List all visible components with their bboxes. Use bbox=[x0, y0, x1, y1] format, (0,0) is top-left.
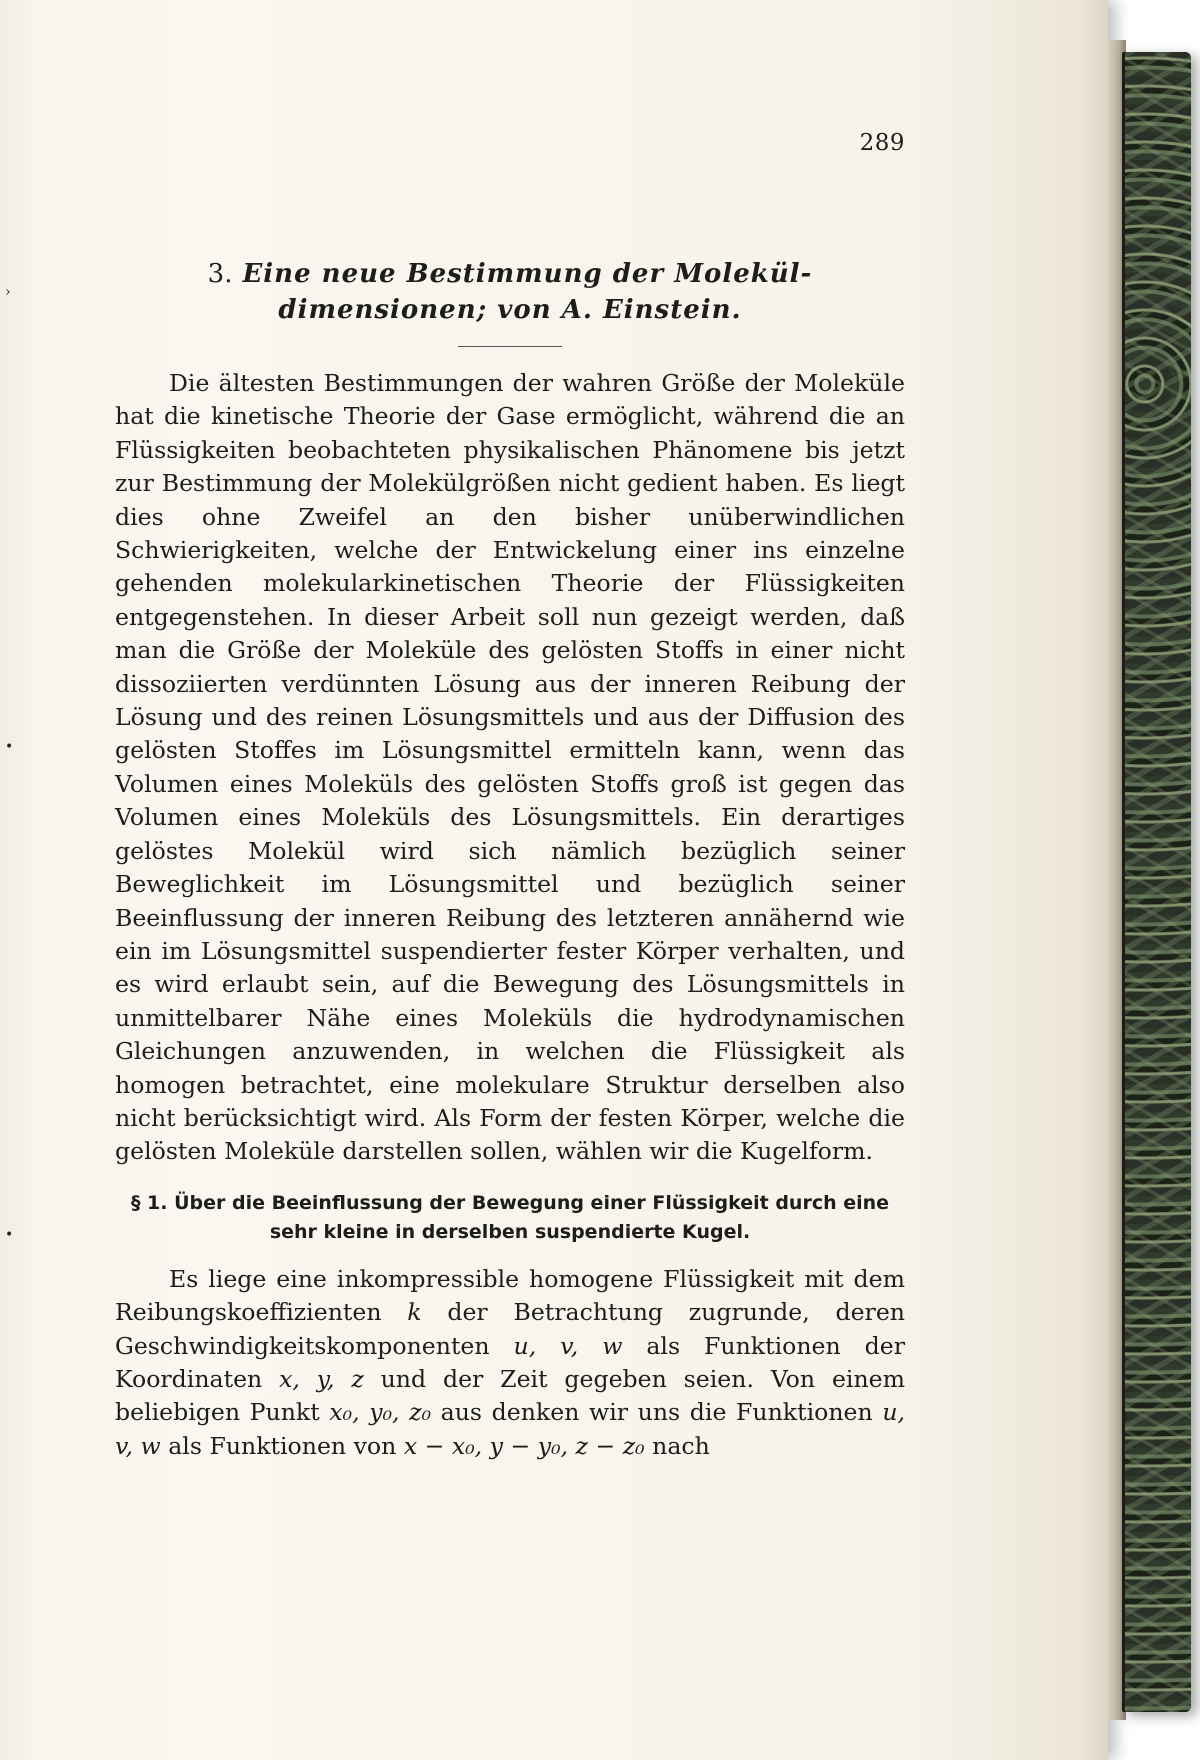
margin-mark: › bbox=[5, 284, 11, 300]
article-number: 3. bbox=[207, 259, 233, 289]
page-number: 289 bbox=[859, 130, 905, 156]
paragraph-text: nach bbox=[644, 1431, 710, 1460]
marbled-cover bbox=[1122, 52, 1191, 1712]
paragraph-text: und der Zeit gegeben seien. Von einem beliebigen Punkt bbox=[115, 1364, 905, 1427]
section-paragraph bbox=[115, 1263, 905, 1463]
article-title-text: Eine neue Bestimmung der Molekül- dimensionen; von A. Einstein. bbox=[242, 259, 813, 325]
paragraph-text: als Funktionen von bbox=[160, 1431, 404, 1460]
paragraph-text: Es liege eine inkompressible homogene Flüssigkeit mit dem Reibungskoeffizienten bbox=[115, 1264, 905, 1327]
math-symbol: x₀, y₀, z₀ bbox=[329, 1398, 432, 1427]
math-symbol: x − x₀, y − y₀, z − z₀ bbox=[403, 1431, 645, 1460]
math-symbol: u, v, w bbox=[513, 1331, 623, 1360]
paragraph-text: als Funktionen der Koordinaten bbox=[115, 1331, 905, 1393]
title-divider bbox=[458, 346, 562, 347]
paragraph-text: der Betrachtung zugrunde, deren Geschwindigkeitskomponenten bbox=[115, 1298, 905, 1360]
paragraph-text: aus denken wir uns die Funktionen bbox=[431, 1398, 883, 1427]
section-heading: § 1. Über die Beeinflussung der Bewegung einer Flüssigkeit durch eine sehr kleine in derselben suspendierte Kugel. bbox=[130, 1191, 890, 1243]
intro-paragraph: Die ältesten Bestimmungen der wahren Größe der Moleküle hat die kinetische Theorie der Gase ermöglicht, während die an Flüssigkeiten beobachteten physikalischen Phänomene bis jetzt zur Bestimmung der Molekülgrößen nicht gedient haben. Es liegt dies ohne Zweifel an den bisher unüberwindlichen Schwierigkeiten, welche der Entwickelung einer ins einzelne gehenden molekularkinetischen Theorie der Flüssigkeiten entgegenstehen. In dieser Arbeit soll nun gezeigt werden, daß man die Größe der Moleküle des gelösten Stoffs in einer nicht dissoziierten verdünnten Lösung aus der inneren Reibung der Lösung und des reinen Lösungsmittels und aus der Diffusion des gelösten Stoffes im Lösungsmittel ermitteln kann, wenn das Volumen eines Moleküls des gelösten Stoffs groß ist gegen das Volumen eines Moleküls des Lösungsmittels. Ein derartiges gelöstes Molekül wird sich nämlich bezüglich seiner Beweglichkeit im Lösungsmittel und bezüglich seiner Beeinflussung der inneren Reibung des letzteren annähernd wie ein im Lösungsmittel suspendierter fester Körper verhalten, und es wird erlaubt sein, auf die Bewegung des Lösungsmittels in unmittelbarer Nähe eines Moleküls die hydrodynamischen Gleichungen anzuwenden, in welchen die Flüssigkeit als homogen betrachtet, eine molekulare Struktur derselben also nicht berücksichtigt wird. Als Form der festen Körper, welche die gelösten Moleküle darstellen sollen, wählen wir die Kugelform. bbox=[115, 369, 905, 1166]
margin-mark: • bbox=[5, 1227, 14, 1243]
article-title bbox=[115, 256, 905, 328]
margin-mark: • bbox=[5, 739, 14, 755]
math-symbol: u, v, w bbox=[115, 1398, 906, 1460]
page-content bbox=[115, 130, 905, 1463]
math-symbol: x, y, z bbox=[279, 1364, 364, 1393]
math-symbol: k bbox=[407, 1298, 422, 1327]
